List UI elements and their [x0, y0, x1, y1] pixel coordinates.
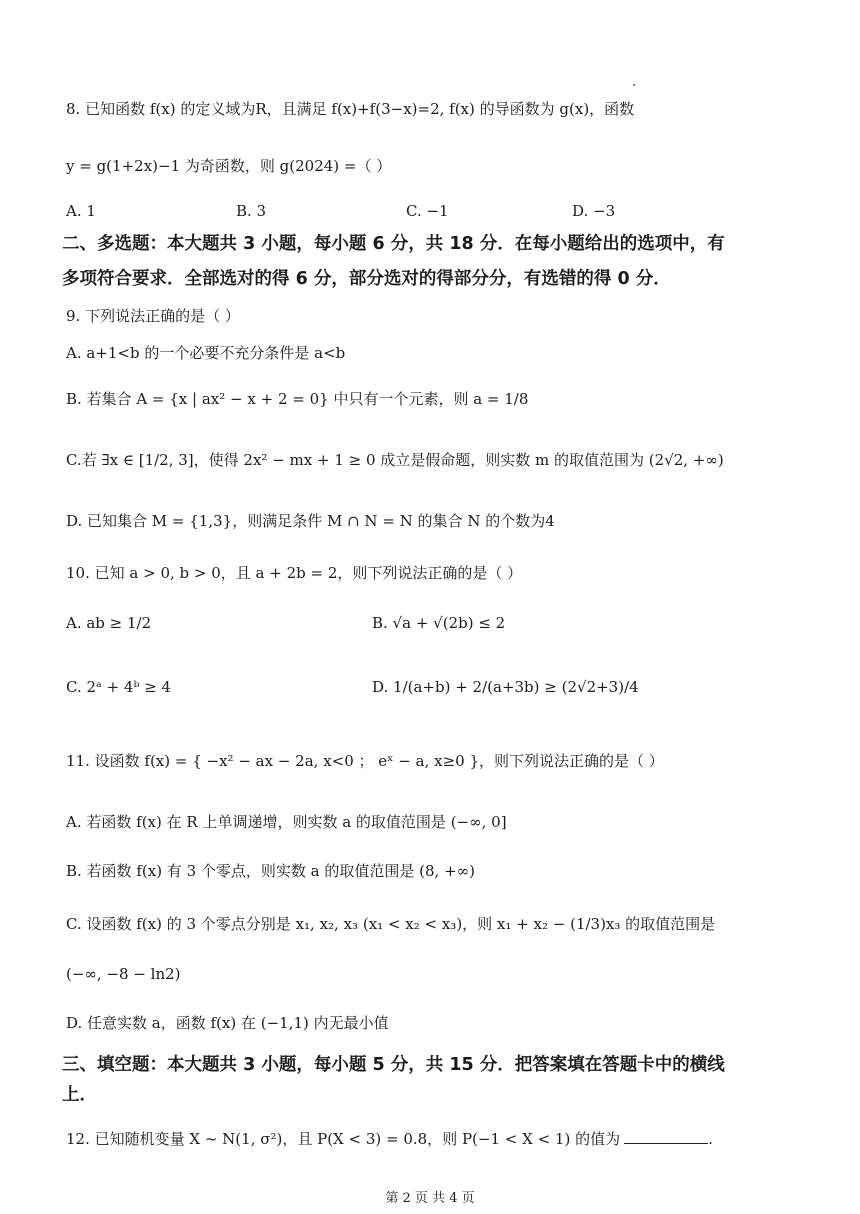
question-12-end: .: [708, 1130, 713, 1148]
section-3-heading-line-2: 上．: [62, 1085, 97, 1105]
section-3-heading-line-1: 三、填空题：本大题共 3 小题，每小题 5 分，共 15 分．把答案填在答题卡中的横线: [62, 1055, 725, 1075]
question-12-text: 12. 已知随机变量 X ~ N(1, σ²)，且 P(X < 3) = 0.8，则 P(−1 < X < 1) 的值为: [66, 1130, 621, 1148]
q9-option-d: D. 已知集合 M = {1,3}，则满足条件 M ∩ N = N 的集合 N 的个数为4: [66, 512, 555, 530]
q10-option-a: A. ab ≥ 1/2: [66, 614, 152, 632]
q8-option-c: C. −1: [406, 202, 449, 220]
q10-option-c: C. 2ᵃ + 4ᵇ ≥ 4: [66, 678, 172, 696]
q8-option-b: B. 3: [236, 202, 267, 220]
q9-option-b: B. 若集合 A = {x | ax² − x + 2 = 0} 中只有一个元素，则 a = 1/8: [66, 390, 529, 408]
question-8-line-1: 8. 已知函数 f(x) 的定义域为R，且满足 f(x)+f(3−x)=2, f(x) 的导函数为 g(x)，函数: [66, 100, 635, 118]
q11-option-c-line-1: C. 设函数 f(x) 的 3 个零点分别是 x₁, x₂, x₃ (x₁ < x₂ < x₃)，则 x₁ + x₂ − (1/3)x₃ 的取值范围是: [66, 915, 716, 933]
q8-option-d: D. −3: [572, 202, 616, 220]
q10-option-d: D. 1/(a+b) + 2/(a+3b) ≥ (2√2+3)/4: [372, 678, 639, 696]
q11-option-d: D. 任意实数 a，函数 f(x) 在 (−1,1) 内无最小值: [66, 1014, 389, 1032]
answer-blank: [624, 1143, 708, 1144]
section-2-heading-line-1: 二、多选题：本大题共 3 小题，每小题 6 分，共 18 分．在每小题给出的选项中，有: [62, 234, 725, 254]
scan-speck: [633, 84, 635, 86]
question-8-line-2: y = g(1+2x)−1 为奇函数，则 g(2024) =（ ）: [66, 157, 392, 175]
section-2-heading-line-2: 多项符合要求．全部选对的得 6 分，部分选对的得部分分，有选错的得 0 分．: [62, 269, 671, 289]
q10-option-b: B. √a + √(2b) ≤ 2: [372, 614, 506, 632]
question-12-stem: [66, 1130, 713, 1148]
q11-option-b: B. 若函数 f(x) 有 3 个零点，则实数 a 的取值范围是 (8, +∞): [66, 862, 475, 880]
question-9-stem: 9. 下列说法正确的是（ ）: [66, 307, 240, 325]
question-11-stem: 11. 设函数 f(x) = { −x² − ax − 2a, x<0 ； eˣ − a, x≥0 }，则下列说法正确的是（ ）: [66, 752, 664, 770]
question-10-stem: 10. 已知 a > 0, b > 0，且 a + 2b = 2，则下列说法正确的是（ ）: [66, 564, 523, 582]
q8-option-a: A. 1: [66, 202, 96, 220]
q9-option-c: C.若 ∃x ∈ [1/2, 3]，使得 2x² − mx + 1 ≥ 0 成立是假命题，则实数 m 的取值范围为 (2√2, +∞): [66, 451, 724, 469]
page-footer: 第 2 页 共 4 页: [385, 1191, 475, 1206]
q11-option-a: A. 若函数 f(x) 在 R 上单调递增，则实数 a 的取值范围是 (−∞, 0]: [66, 813, 507, 831]
q9-option-a: A. a+1<b 的一个必要不充分条件是 a<b: [66, 344, 346, 362]
q11-option-c-line-2: (−∞, −8 − ln2): [66, 965, 181, 983]
